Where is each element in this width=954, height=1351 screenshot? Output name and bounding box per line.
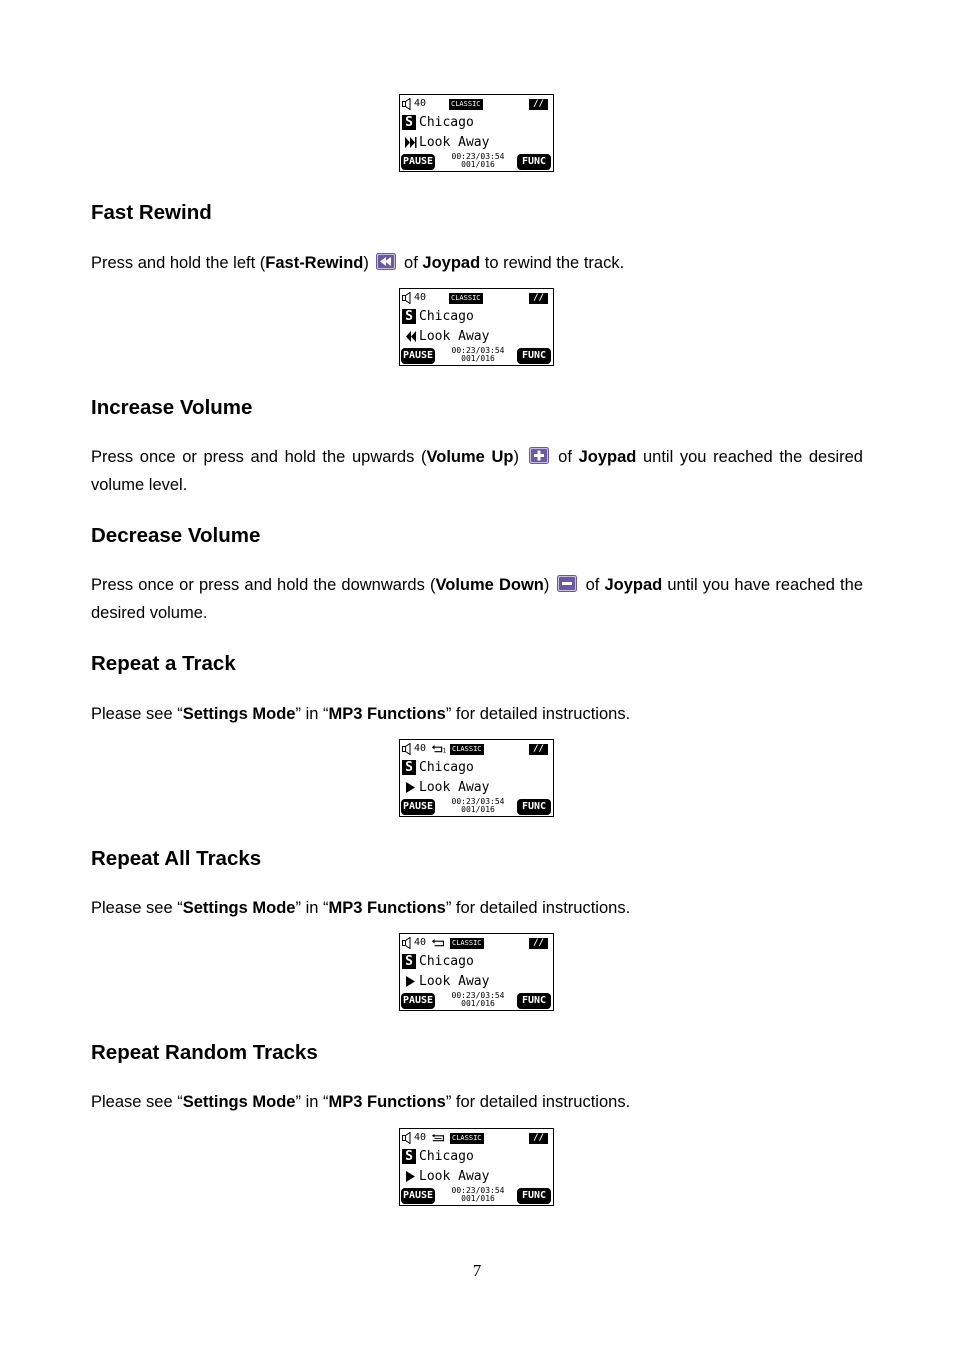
- text: ” in “: [295, 1093, 329, 1111]
- func-button: FUNC: [517, 348, 551, 364]
- control-row: [401, 798, 552, 815]
- player-screen: [399, 1128, 554, 1206]
- eq-badge: CLASSIC: [452, 939, 482, 947]
- track-row: [402, 328, 552, 345]
- track-counter: 001/016: [461, 805, 495, 814]
- repeat-random-icon: [431, 1133, 447, 1143]
- elapsed-total-time: 00:23/03:54: [451, 1186, 505, 1195]
- text: until you have reached the desired volume.: [91, 576, 863, 622]
- section-heading-repeat-track: Repeat a Track: [91, 652, 236, 675]
- track-counter: 001/016: [461, 999, 495, 1008]
- rewind-key-icon: [376, 253, 396, 270]
- elapsed-total-time: 00:23/03:54: [451, 797, 505, 806]
- speaker-icon: [402, 98, 412, 110]
- play-icon: [405, 1171, 417, 1182]
- eq-badge: CLASSIC: [452, 745, 482, 753]
- artist-row: [402, 953, 552, 970]
- track-row: [402, 1168, 552, 1185]
- artist-row: [402, 114, 552, 131]
- minus-key-icon: [557, 575, 577, 592]
- artist-name: Chicago: [419, 954, 474, 969]
- text: ” in “: [295, 899, 329, 917]
- elapsed-total-time: 00:23/03:54: [451, 346, 505, 355]
- text: Press once or press and hold the upwards (: [91, 448, 427, 466]
- eq-badge: CLASSIC: [451, 100, 481, 108]
- battery-icon: //: [529, 99, 548, 110]
- ref-name: MP3 Functions: [328, 705, 446, 723]
- track-counter: 001/016: [461, 160, 495, 169]
- text: until you reached the desired volume level.: [91, 448, 863, 494]
- volume-level: 40: [414, 937, 427, 948]
- pause-button: PAUSE: [401, 993, 435, 1009]
- ref-name: MP3 Functions: [328, 1093, 446, 1111]
- track-row: [402, 779, 552, 796]
- key-name: Volume Down: [435, 576, 544, 594]
- volume-level: 40: [414, 1132, 427, 1143]
- volume-level: 40: [414, 743, 427, 754]
- speaker-icon: [402, 937, 412, 949]
- func-button: FUNC: [517, 993, 551, 1009]
- section-heading-decrease-volume: Decrease Volume: [91, 524, 261, 547]
- increase-volume-instructions: [91, 443, 863, 499]
- track-row: [402, 134, 552, 151]
- text: ” for detailed instructions.: [445, 705, 631, 723]
- ref-name: Settings Mode: [182, 705, 296, 723]
- play-icon: [405, 976, 417, 987]
- fast-forward-icon: [405, 137, 417, 148]
- text: to rewind the track.: [480, 254, 625, 272]
- eq-badge: CLASSIC: [452, 1134, 482, 1142]
- speaker-icon: [402, 1132, 412, 1144]
- repeat-random-instructions: [91, 1088, 863, 1116]
- func-button: FUNC: [517, 154, 551, 170]
- status-row: [402, 1131, 552, 1145]
- time-readout: [445, 153, 511, 169]
- track-counter: 001/016: [461, 1194, 495, 1203]
- artist-name: Chicago: [419, 309, 474, 324]
- battery-icon: //: [529, 293, 548, 304]
- page-number: 7: [472, 1261, 482, 1280]
- player-screen: [399, 739, 554, 817]
- track-row: [402, 973, 552, 990]
- pause-button: PAUSE: [401, 348, 435, 364]
- section-heading-repeat-all: Repeat All Tracks: [91, 847, 262, 870]
- svg-text:1: 1: [442, 747, 447, 754]
- pause-button: PAUSE: [401, 1188, 435, 1204]
- time-readout: [445, 992, 511, 1008]
- repeat-all-icon: [431, 938, 447, 948]
- plus-key-icon: [529, 447, 549, 464]
- status-row: [402, 97, 552, 111]
- text: of: [580, 576, 605, 594]
- volume-level: 40: [414, 98, 427, 109]
- status-row: [402, 742, 552, 756]
- key-name: Joypad: [422, 254, 481, 272]
- eq-badge: CLASSIC: [451, 294, 481, 302]
- text: ): [513, 448, 526, 466]
- section-heading-fast-rewind: Fast Rewind: [91, 201, 212, 224]
- pause-button: PAUSE: [401, 154, 435, 170]
- track-name: Look Away: [419, 135, 490, 150]
- ref-name: Settings Mode: [182, 1093, 296, 1111]
- ref-name: Settings Mode: [182, 899, 296, 917]
- artist-name: Chicago: [419, 1149, 474, 1164]
- battery-icon: //: [529, 938, 548, 949]
- pause-button: PAUSE: [401, 799, 435, 815]
- track-name: Look Away: [419, 329, 490, 344]
- control-row: [401, 347, 552, 364]
- key-name: Fast-Rewind: [265, 254, 364, 272]
- func-button: FUNC: [517, 799, 551, 815]
- text: Press and hold the left (: [91, 254, 266, 272]
- artist-icon: S: [402, 954, 416, 969]
- fast-rewind-instructions: [91, 249, 863, 277]
- player-screen: [399, 94, 554, 172]
- track-name: Look Away: [419, 974, 490, 989]
- text: Please see “: [91, 705, 183, 723]
- track-name: Look Away: [419, 1169, 490, 1184]
- battery-icon: //: [529, 744, 548, 755]
- battery-icon: //: [529, 1133, 548, 1144]
- text: ” for detailed instructions.: [445, 899, 631, 917]
- elapsed-total-time: 00:23/03:54: [451, 152, 505, 161]
- repeat-track-instructions: [91, 700, 863, 728]
- artist-row: [402, 759, 552, 776]
- player-screen: [399, 288, 554, 366]
- artist-icon: S: [402, 1149, 416, 1164]
- speaker-icon: [402, 743, 412, 755]
- status-row: [402, 291, 552, 305]
- artist-name: Chicago: [419, 115, 474, 130]
- text: of: [551, 448, 579, 466]
- repeat-one-icon: [431, 744, 447, 754]
- speaker-icon: [402, 292, 412, 304]
- artist-row: [402, 1148, 552, 1165]
- artist-icon: S: [402, 115, 416, 130]
- text: Please see “: [91, 1093, 183, 1111]
- func-button: FUNC: [517, 1188, 551, 1204]
- artist-icon: S: [402, 309, 416, 324]
- artist-name: Chicago: [419, 760, 474, 775]
- player-screen: [399, 933, 554, 1011]
- text: of: [399, 254, 423, 272]
- control-row: [401, 153, 552, 170]
- control-row: [401, 1187, 552, 1204]
- time-readout: [445, 798, 511, 814]
- section-heading-increase-volume: Increase Volume: [91, 396, 253, 419]
- volume-level: 40: [414, 292, 427, 303]
- section-heading-repeat-random: Repeat Random Tracks: [91, 1041, 318, 1064]
- fast-rewind-icon: [405, 331, 417, 342]
- artist-icon: S: [402, 760, 416, 775]
- time-readout: [445, 1187, 511, 1203]
- status-row: [402, 936, 552, 950]
- text: Press once or press and hold the downwards (: [91, 576, 436, 594]
- decrease-volume-instructions: [91, 571, 863, 627]
- ref-name: MP3 Functions: [328, 899, 446, 917]
- track-name: Look Away: [419, 780, 490, 795]
- control-row: [401, 992, 552, 1009]
- elapsed-total-time: 00:23/03:54: [451, 991, 505, 1000]
- text: ): [543, 576, 555, 594]
- track-counter: 001/016: [461, 354, 495, 363]
- repeat-all-instructions: [91, 894, 863, 922]
- text: Please see “: [91, 899, 183, 917]
- text: ): [363, 254, 374, 272]
- text: ” in “: [295, 705, 329, 723]
- key-name: Joypad: [578, 448, 637, 466]
- play-icon: [405, 782, 417, 793]
- key-name: Volume Up: [426, 448, 514, 466]
- time-readout: [445, 347, 511, 363]
- text: ” for detailed instructions.: [445, 1093, 631, 1111]
- artist-row: [402, 308, 552, 325]
- key-name: Joypad: [604, 576, 663, 594]
